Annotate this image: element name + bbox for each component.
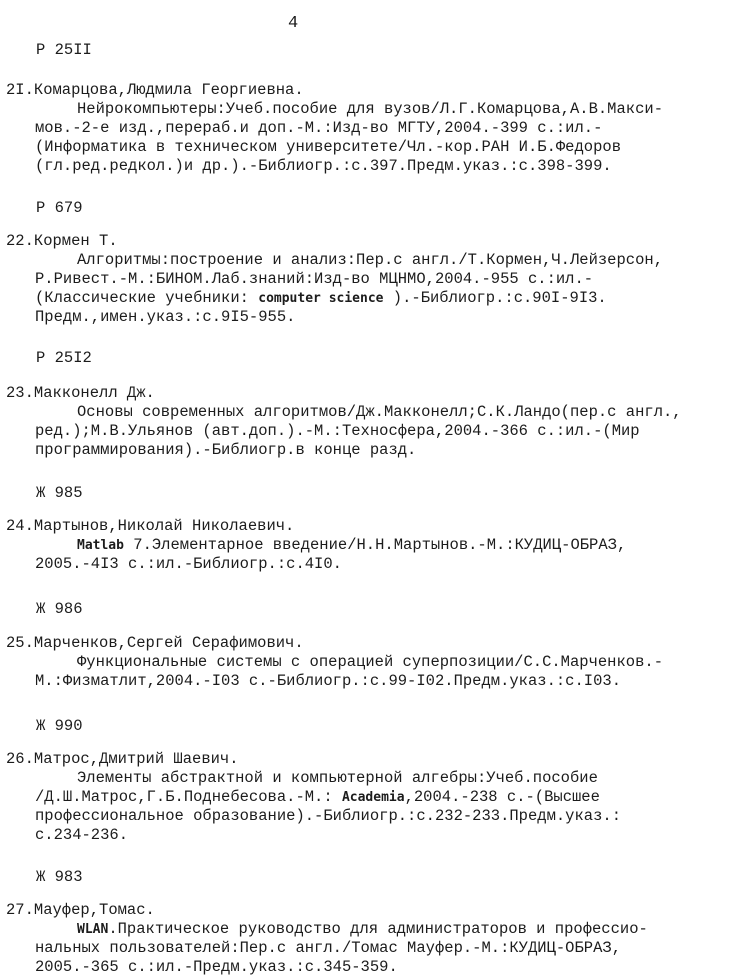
bibliography-entry [6, 517, 727, 574]
entry-line: Элементы абстрактной и компьютерной алгебры:Учеб.пособие [77, 769, 598, 787]
entry-line: ред.);М.В.Ульянов (авт.доп.).-М.:Техносфера,2004.-366 с.:ил.-(Мир [35, 422, 640, 440]
entry-text: (Классические учебники: [35, 289, 259, 307]
entry-text: 7.Элементарное введение/Н.Н.Мартынов.-М.:КУДИЦ-ОБРАЗ, [123, 536, 627, 554]
entry-line: 2005.-365 с.:ил.-Предм.указ.:с.345-359. [35, 958, 398, 976]
bibliography-entry [6, 750, 727, 845]
entry-line: Предм.,имен.указ.:с.9I5-955. [35, 308, 296, 326]
shelf-code: Р 679 [36, 199, 83, 217]
entry-author: 25.Марченков,Сергей Серафимович. [6, 634, 304, 652]
latin-term: Matlab [77, 538, 124, 553]
entry-line: нальных пользователей:Пер.с англ./Томас Мауфер.-М.:КУДИЦ-ОБРАЗ, [35, 939, 621, 957]
entry-line: профессиональное образование).-Библиогр.:с.232-233.Предм.указ.: [35, 807, 621, 825]
shelf-code: Ж 983 [36, 868, 83, 886]
entry-line: (гл.ред.редкол.)и др.).-Библиогр.:с.397.Предм.указ.:с.398-399. [35, 157, 612, 175]
entry-text: ,2004.-238 с.-(Высшее [404, 788, 600, 806]
entry-line [77, 536, 727, 555]
shelf-code: Р 25I2 [36, 349, 92, 367]
entry-line: 2005.-4I3 с.:ил.-Библиогр.:с.4I0. [35, 555, 342, 573]
bibliography-entry [6, 232, 727, 327]
entry-line: программирования).-Библиогр.в конце разд. [35, 441, 417, 459]
entry-line [35, 788, 727, 807]
entry-author: 27.Мауфер,Томас. [6, 901, 155, 919]
entry-line: М.:Физматлит,2004.-I03 с.-Библиогр.:с.99-I02.Предм.указ.:с.I03. [35, 672, 621, 690]
entry-text: .Практическое руководство для администраторов и профессио- [108, 920, 648, 938]
entry-line: Основы современных алгоритмов/Дж.Макконелл;С.К.Ландо(пер.с англ., [77, 403, 682, 421]
entry-line [35, 289, 727, 308]
entry-line: с.234-236. [35, 826, 129, 844]
shelf-code: Ж 985 [36, 484, 83, 502]
shelf-code: Ж 990 [36, 717, 83, 735]
entry-text: /Д.Ш.Матрос,Г.Б.Поднебесова.-М.: [35, 788, 342, 806]
entry-author: 23.Макконелл Дж. [6, 384, 155, 402]
latin-term: Academia [341, 790, 405, 805]
entry-line: мов.-2-е изд.,перераб.и доп.-М.:Изд-во МГТУ,2004.-399 с.:ил.- [35, 119, 603, 137]
latin-term: WLAN [77, 922, 109, 937]
page-number: 4 [288, 14, 299, 33]
entry-author: 2I.Комарцова,Людмила Георгиевна. [6, 81, 304, 99]
entry-text: ).-Библиогр.:с.90I-9I3. [383, 289, 607, 307]
bibliography-entry [6, 81, 727, 176]
entry-author: 24.Мартынов,Николай Николаевич. [6, 517, 295, 535]
entry-line: Нейрокомпьютеры:Учеб.пособие для вузов/Л.Г.Комарцова,А.В.Макси- [77, 100, 663, 118]
entry-line: Р.Ривест.-М.:БИНОМ.Лаб.знаний:Изд-во МЦНМО,2004.-955 с.:ил.- [35, 270, 594, 288]
shelf-code: Ж 986 [36, 600, 83, 618]
entry-line [77, 920, 727, 939]
bibliography-entry [6, 634, 727, 691]
bibliography-entry [6, 384, 727, 460]
entry-line: Алгоритмы:построение и анализ:Пер.с англ./Т.Кормен,Ч.Лейзерсон, [77, 251, 663, 269]
entry-author: 22.Кормен Т. [6, 232, 118, 250]
entry-author: 26.Матрос,Дмитрий Шаевич. [6, 750, 239, 768]
latin-term: computer science [258, 291, 384, 306]
bibliography-entry [6, 901, 727, 977]
entry-line: Функциональные системы с операцией суперпозиции/С.С.Марченков.- [77, 653, 663, 671]
shelf-code: Р 25II [36, 41, 92, 59]
entry-line: (Информатика в техническом университете/Чл.-кор.РАН И.Б.Федоров [35, 138, 621, 156]
